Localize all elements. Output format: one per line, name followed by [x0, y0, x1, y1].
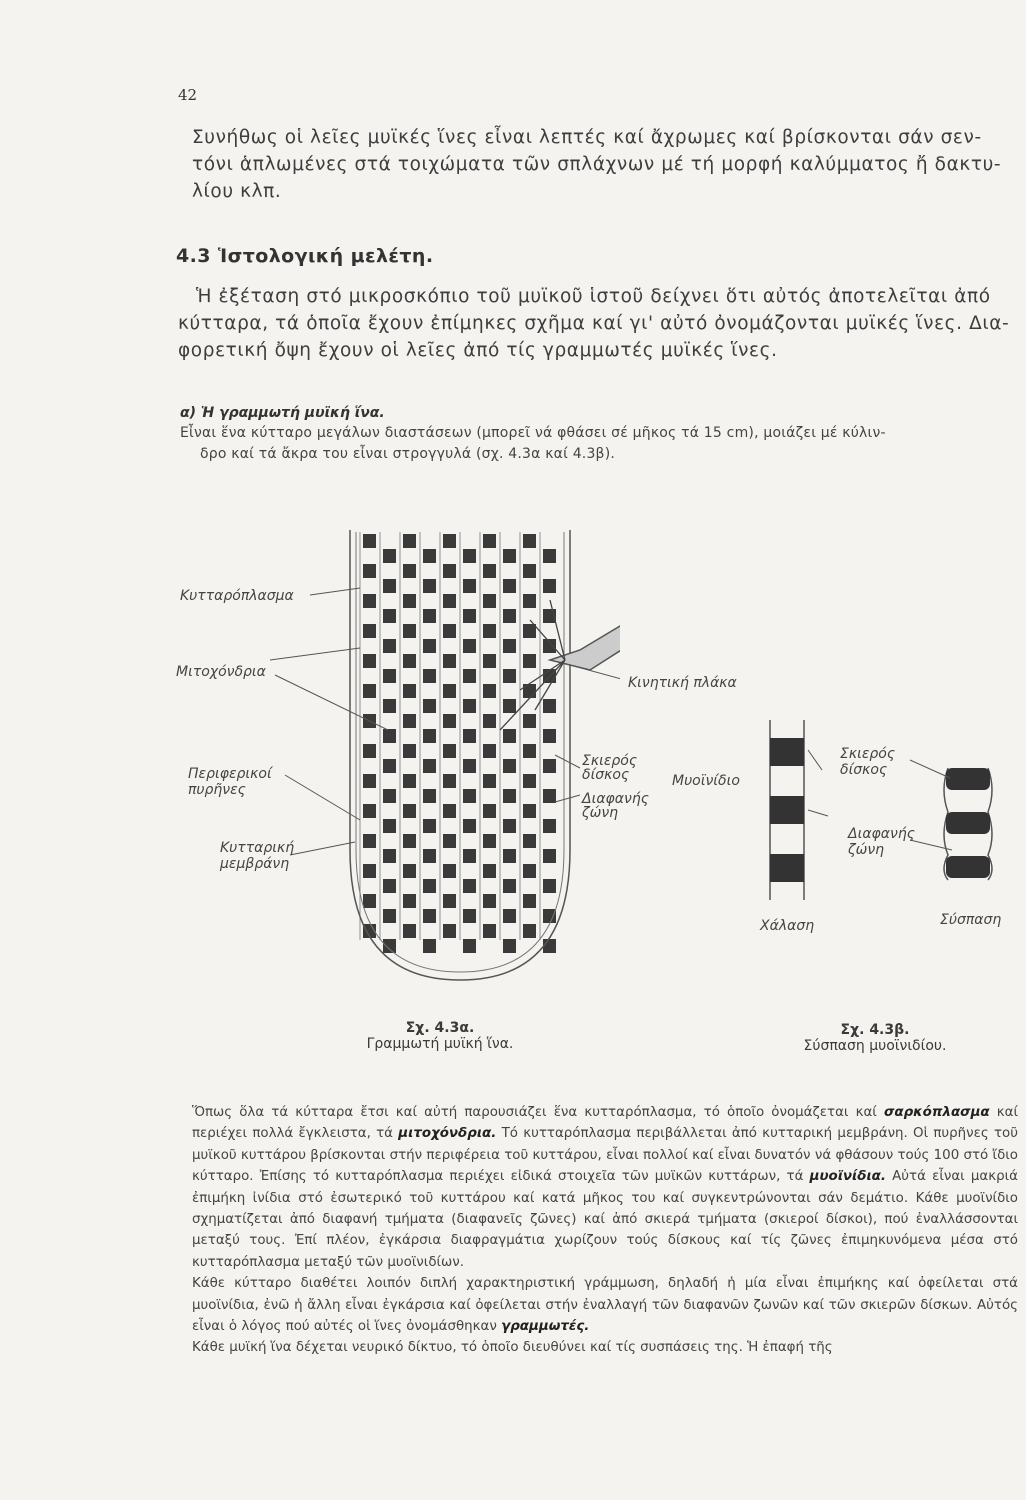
dark-disc-block	[423, 699, 436, 713]
dark-disc-block	[503, 939, 516, 953]
dark-disc-block	[503, 579, 516, 593]
dark-disc-block	[523, 624, 536, 638]
dark-disc-block	[423, 759, 436, 773]
dark-disc-block	[443, 564, 456, 578]
dark-disc-block	[383, 879, 396, 893]
dark-disc-block	[443, 744, 456, 758]
dark-disc-block	[483, 834, 496, 848]
label-motor-plate: Κινητική πλάκα	[628, 675, 737, 691]
dark-disc-block	[463, 639, 476, 653]
dark-disc-block	[423, 789, 436, 803]
dark-disc-block	[543, 759, 556, 773]
label-dark-disc-a	[582, 754, 637, 782]
subsection-line-1: Εἶναι ἕνα κύτταρο μεγάλων διαστάσεων (μπορεῖ νά φθάσει σέ μῆκος τά 15 cm), μοιάζει μέ κύλιν-	[180, 425, 886, 441]
dark-disc-block	[423, 639, 436, 653]
label-light-zone-b	[848, 826, 915, 858]
dark-disc-block	[423, 909, 436, 923]
dark-disc-block	[363, 564, 376, 578]
dark-disc-block	[503, 549, 516, 563]
label-dark-disc-b-1: Σκιερός	[840, 746, 896, 762]
dark-disc-block	[403, 744, 416, 758]
dark-disc-block	[423, 729, 436, 743]
intro-paragraph	[192, 124, 1026, 205]
body-paragraph-2	[192, 1273, 1018, 1337]
subsection-paragraph	[180, 423, 1025, 465]
dark-disc-block	[383, 819, 396, 833]
term-sarcoplasm: σαρκόπλασμα	[883, 1105, 990, 1120]
dark-disc-block	[403, 924, 416, 938]
leader-light-zone	[555, 795, 580, 802]
term-myofibrils: μυοϊνίδια.	[809, 1169, 886, 1185]
dark-disc-block	[403, 864, 416, 878]
body-paragraph-3	[192, 1337, 1018, 1358]
section-line-3: φορετική ὄψη ἔχουν οἱ λεῖες ἀπό τίς γραμμωτές μυϊκές ἵνες.	[178, 340, 778, 361]
dark-disc-block	[503, 879, 516, 893]
label-mitochondria: Μιτοχόνδρια	[176, 664, 266, 680]
dark-disc-block	[403, 594, 416, 608]
dark-disc-block	[523, 894, 536, 908]
dark-disc-block	[463, 699, 476, 713]
dark-disc-block	[503, 909, 516, 923]
dark-disc-block	[403, 774, 416, 788]
dark-disc-block	[383, 939, 396, 953]
label-relaxation: Χάλαση	[760, 918, 815, 934]
dark-disc-block	[403, 684, 416, 698]
dark-disc-block	[463, 879, 476, 893]
dark-disc-block	[363, 744, 376, 758]
label-myofibril: Μυοϊνίδιο	[672, 773, 740, 789]
dark-disc-block	[503, 849, 516, 863]
label-light-zone-a-1: Διαφανής	[582, 791, 649, 807]
dark-disc-block	[483, 894, 496, 908]
label-cell-membrane-2: μεμβράνη	[220, 856, 290, 872]
dark-disc-block	[523, 594, 536, 608]
dark-disc-block	[523, 714, 536, 728]
label-light-zone-b-1: Διαφανής	[848, 826, 915, 842]
label-dark-disc-b	[840, 746, 895, 778]
dark-disc-block	[483, 564, 496, 578]
dark-disc-block	[383, 909, 396, 923]
dark-disc-block	[543, 549, 556, 563]
dark-disc-block	[503, 609, 516, 623]
dark-disc-block	[363, 774, 376, 788]
subsection-line-2: δρο καί τά ἄκρα του εἶναι στρογγυλά (σχ. 4.3α καί 4.3β).	[200, 446, 616, 462]
body-p2-a: Κάθε κύτταρο διαθέτει λοιπόν διπλή χαρακτηριστική γράμμωση, δηλαδή ἡ μία εἶναι ἐπιμήκης καί ὀφείλεται στά μυοϊνίδια, ἐνῶ ἡ ἄλλη εἶναι ἐγκάρσια καί ὀφείλεται στήν ἐναλλαγή τῶν διαφανῶν ζωνῶν καί τῶν σκιερῶν δίσκων. Αὐτός εἶναι ὁ λόγος πού αὐτές οἱ ἵνες ὀνομάσθηκαν	[192, 1276, 1018, 1335]
dark-disc-block	[443, 624, 456, 638]
intro-line-1: Συνήθως οἱ λεῖες μυϊκές ἵνες εἶναι λεπτές καί ἄχρωμες καί βρίσκονται σάν σεν-	[192, 127, 982, 148]
dark-disc-block	[443, 834, 456, 848]
body-p1-b: καί περιέχει πολλά ἔγκλειστα, τά	[192, 1105, 1019, 1142]
dark-disc-block	[483, 624, 496, 638]
relaxed-myofibril	[770, 720, 804, 900]
dark-disc-block	[383, 729, 396, 743]
label-cell-membrane-1: Κυτταρική	[220, 840, 295, 856]
dark-disc-block	[363, 684, 376, 698]
dark-disc-block	[423, 819, 436, 833]
dark-disc-block	[463, 759, 476, 773]
dark-disc-block	[503, 669, 516, 683]
dark-disc-block	[543, 699, 556, 713]
dark-disc-block	[363, 804, 376, 818]
dark-disc-block	[443, 654, 456, 668]
dark-disc-block	[503, 789, 516, 803]
section-heading: 4.3 Ἱστολογική μελέτη.	[176, 245, 434, 267]
dark-disc-block	[363, 864, 376, 878]
dark-disc-block	[503, 639, 516, 653]
dark-disc-block	[543, 879, 556, 893]
label-peripheral-nuclei	[188, 766, 272, 798]
dark-disc-block	[403, 624, 416, 638]
dark-disc-block	[383, 759, 396, 773]
dark-disc-block	[363, 624, 376, 638]
dark-disc-block	[463, 849, 476, 863]
dark-disc-block	[463, 789, 476, 803]
dark-disc-block	[483, 714, 496, 728]
dark-disc-block	[523, 564, 536, 578]
caption-b-title: Σύσπαση μυοϊνιδίου.	[803, 1038, 947, 1054]
dark-disc-block	[383, 639, 396, 653]
caption-figure-b	[780, 1022, 970, 1054]
dark-disc-block	[383, 849, 396, 863]
dark-disc-block	[463, 909, 476, 923]
dark-disc-block	[523, 804, 536, 818]
dark-disc-block	[383, 609, 396, 623]
term-striated: γραμμωτές.	[501, 1319, 590, 1335]
dark-disc-block	[383, 669, 396, 683]
dark-disc-block	[443, 534, 456, 548]
dark-disc-block	[483, 774, 496, 788]
body-p3: Κάθε μυϊκή ἵνα δέχεται νευρικό δίκτυο, τό ὁποῖο διευθύνει καί τίς συσπάσεις της. Ἡ ἐπαφή τῆς	[192, 1340, 833, 1356]
dark-disc-block	[463, 609, 476, 623]
page-number: 42	[178, 86, 198, 104]
dark-disc-block	[483, 594, 496, 608]
dark-disc-block	[403, 834, 416, 848]
dark-disc-block	[423, 939, 436, 953]
dark-disc-block	[523, 654, 536, 668]
dark-disc-block	[523, 774, 536, 788]
caption-a-number: Σχ. 4.3α.	[405, 1020, 475, 1036]
fiber-stripe-pattern	[360, 532, 556, 953]
dark-disc-block	[443, 864, 456, 878]
dark-disc-block	[363, 654, 376, 668]
contracted-myofibril	[944, 768, 992, 880]
dark-disc-block	[483, 654, 496, 668]
dark-disc-block	[543, 639, 556, 653]
label-light-zone-a-2: ζώνη	[582, 805, 619, 821]
dark-disc-block	[403, 534, 416, 548]
dark-disc-block	[523, 834, 536, 848]
term-mitochondria: μιτοχόνδρια.	[398, 1126, 497, 1142]
dark-disc-block	[523, 534, 536, 548]
label-dark-disc-a-2: δίσκος	[582, 767, 630, 783]
label-dark-disc-b-2: δίσκος	[840, 762, 888, 778]
body-p1-c: Τό κυτταρόπλασμα περιβάλλεται ἀπό κυτταρική μεμβράνη. Οἱ πυρῆνες τοῦ μυϊκοῦ κυττάρου βρίσκονται στήν περιφέρεια τοῦ κυττάρου, εἶναι πολλοί καί εἶναι δυνατόν νά φθάσουν τούς 100 στό ἴδιο κύτταρο. Ἐπίσης τό κυτταρόπλασμα περιέχει εἰδικά στοιχεῖα τῶν μυϊκῶν κυττάρων, τά	[192, 1126, 1018, 1185]
dark-disc-block	[543, 579, 556, 593]
leader-light-zone-b	[808, 810, 828, 816]
dark-disc-block	[363, 894, 376, 908]
dark-disc-block	[483, 804, 496, 818]
dark-disc-block	[443, 924, 456, 938]
dark-disc-block	[543, 789, 556, 803]
body-paragraph-1	[192, 1102, 1018, 1273]
dark-disc-block	[363, 534, 376, 548]
label-cytoplasm: Κυτταρόπλασμα	[180, 588, 294, 604]
dark-disc-block	[423, 549, 436, 563]
leader-mitochondria-1	[275, 675, 388, 730]
body-p1-d: Αὐτά εἶναι μακριά ἐπιμήκη ἰνίδια στό ἐσωτερικό τοῦ κυττάρου καί κατά μῆκος του καί συγκεντρώνονται σάν δεμάτιο. Κάθε μυοϊνίδιο σχηματίζεται ἀπό διαφανή τμήματα (διαφανεῖς ζῶνες) καί ἀπό σκιερά τμήματα (σκιεροί δίσκοι), πού ἐναλλάσσονται μεταξύ τους. Ἐπί πλέον, ἐγκάρσια διαφραγμάτια χωρίζουν τούς δίσκους καί τίς ζῶνες ἐπιμηκυνόμενα μέσα στό κυτταρόπλασμα μεταξύ τῶν μυοϊνιδίων.	[192, 1169, 1018, 1270]
dark-disc-block	[523, 864, 536, 878]
subsection-heading: α) Ἡ γραμμωτή μυϊκή ἵνα.	[180, 405, 385, 421]
leader-mitochondria-2	[270, 648, 360, 660]
dark-disc-block	[463, 669, 476, 683]
leader-dark-disc	[555, 755, 580, 768]
dark-disc-block	[503, 759, 516, 773]
dark-disc-block	[403, 894, 416, 908]
dark-disc-block	[443, 714, 456, 728]
dark-disc-block	[403, 564, 416, 578]
section-line-1: Ἡ ἐξέταση στό μικροσκόπιο τοῦ μυϊκοῦ ἱστοῦ δείχνει ὅτι αὐτός ἀποτελεῖται ἀπό	[196, 286, 991, 307]
dark-disc-block	[483, 534, 496, 548]
dark-disc-block	[423, 579, 436, 593]
dark-disc-block	[403, 654, 416, 668]
body-text	[192, 1102, 1018, 1359]
leader-membrane	[290, 842, 355, 855]
dark-disc-block	[363, 834, 376, 848]
dark-disc-block	[443, 894, 456, 908]
label-dark-disc-a-1: Σκιερός	[582, 753, 638, 769]
dark-disc-block	[503, 699, 516, 713]
caption-b-number: Σχ. 4.3β.	[840, 1022, 910, 1038]
dark-disc-block	[483, 864, 496, 878]
caption-figure-a	[340, 1020, 540, 1052]
dark-disc-block	[543, 939, 556, 953]
dark-disc-block	[543, 729, 556, 743]
dark-disc-block	[423, 669, 436, 683]
dark-disc-block	[443, 594, 456, 608]
dark-disc-block	[443, 774, 456, 788]
dark-disc-block	[463, 549, 476, 563]
dark-disc-block	[463, 579, 476, 593]
label-peripheral-nuclei-2: πυρῆνες	[188, 782, 246, 798]
dark-disc-block	[483, 744, 496, 758]
dark-disc-block	[423, 879, 436, 893]
dark-disc-block	[383, 699, 396, 713]
dark-disc-block	[523, 744, 536, 758]
caption-a-title: Γραμμωτή μυϊκή ἵνα.	[366, 1036, 514, 1052]
intro-line-3: λίου κλπ.	[192, 181, 282, 202]
dark-disc-block	[383, 579, 396, 593]
dark-disc-block	[543, 819, 556, 833]
dark-disc-block	[363, 594, 376, 608]
label-cell-membrane	[220, 840, 294, 872]
dark-disc-block	[503, 819, 516, 833]
dark-disc-block	[423, 849, 436, 863]
label-light-zone-b-2: ζώνη	[848, 842, 885, 858]
leader-cytoplasm	[310, 588, 360, 595]
dark-disc-block	[383, 549, 396, 563]
dark-disc-block	[463, 729, 476, 743]
dark-disc-block	[403, 714, 416, 728]
dark-disc-block	[383, 789, 396, 803]
label-peripheral-nuclei-1: Περιφερικοί	[188, 766, 272, 782]
dark-disc-block	[503, 729, 516, 743]
dark-disc-block	[543, 909, 556, 923]
dark-disc-block	[423, 609, 436, 623]
dark-disc-block	[543, 849, 556, 863]
body-p1-a: Ὅπως ὅλα τά κύτταρα ἔτσι καί αὐτή παρουσιάζει ἕνα κυτταρόπλασμα, τό ὁποῖο ὀνομάζεται καί	[192, 1105, 877, 1120]
dark-disc-block	[523, 924, 536, 938]
label-light-zone-a	[582, 792, 649, 820]
intro-line-2: τόνι ἁπλωμένες στά τοιχώματα τῶν σπλάχνων μέ τή μορφή καλύμματος ἤ δακτυ-	[192, 154, 1002, 175]
leader-nuclei	[285, 775, 360, 820]
label-contraction: Σύσπαση	[940, 912, 1002, 928]
dark-disc-block	[463, 819, 476, 833]
dark-disc-block	[403, 804, 416, 818]
dark-disc-block	[443, 804, 456, 818]
section-paragraph	[178, 283, 1026, 364]
dark-disc-block	[483, 924, 496, 938]
section-line-2: κύτταρα, τά ὁποῖα ἔχουν ἐπίμηκες σχῆμα καί γι' αὐτό ὀνομάζονται μυϊκές ἵνες. Δια-	[178, 313, 1010, 334]
dark-disc-block	[483, 684, 496, 698]
dark-disc-block	[463, 939, 476, 953]
leader-dark-disc-b	[808, 750, 822, 770]
dark-disc-block	[443, 684, 456, 698]
leader-dark-disc-b-2	[910, 760, 950, 778]
